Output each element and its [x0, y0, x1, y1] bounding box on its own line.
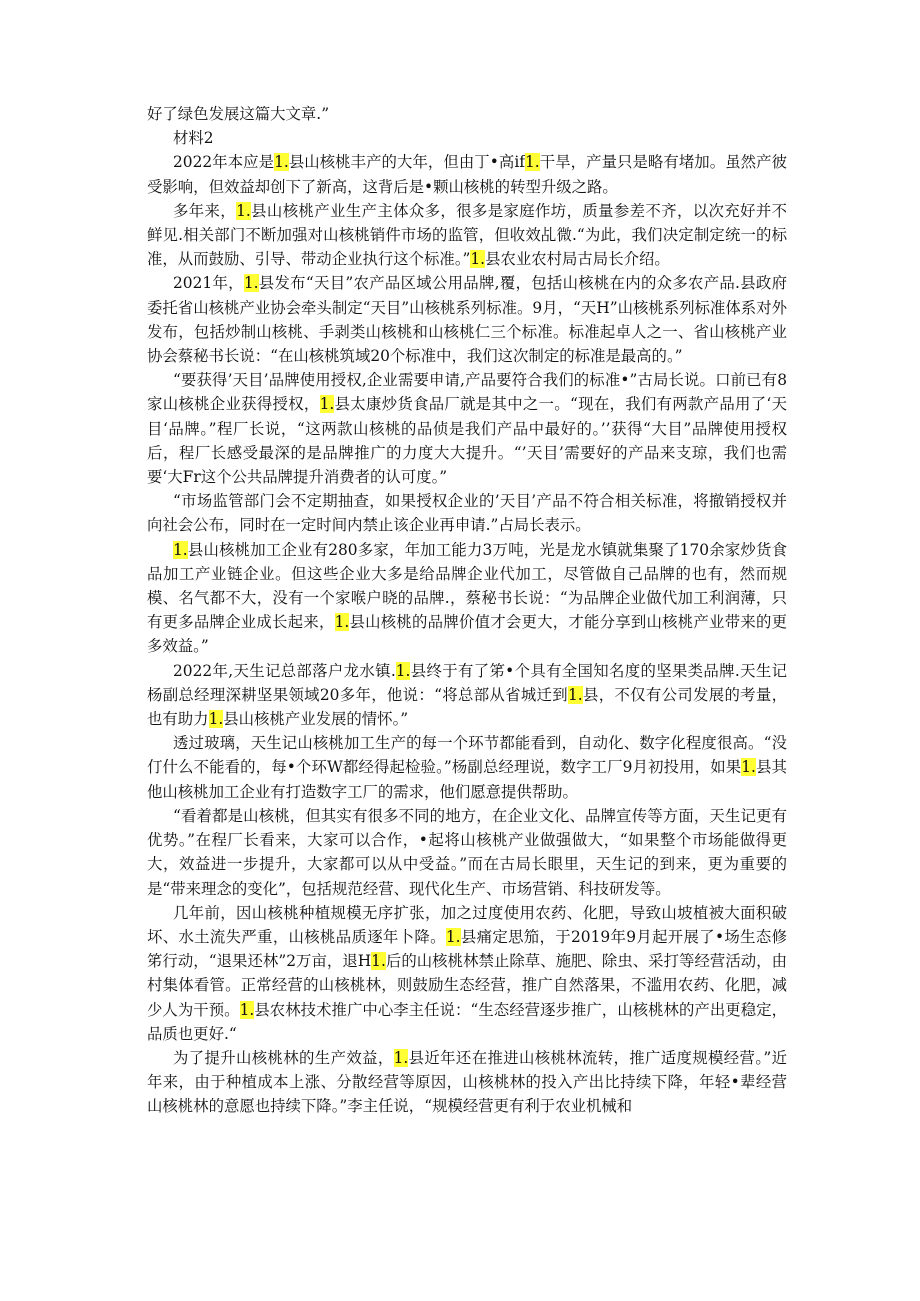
document-body: [147, 102, 787, 1119]
text-run: 几年前，因山核桃种植规模无序扩张，加之过度使用农药、化肥，导致山坡植被大面积破坏、水土流失严重，山核桃品质逐年卜降。: [147, 903, 787, 946]
paragraph: [147, 1046, 787, 1119]
highlighted-placeholder: 1.: [445, 927, 461, 946]
text-run: 干旱，产量只是略有堵加。虽然产彼受影响，但效益却创下了新高，这背后是•颗山核桃的转型升级之路。: [147, 153, 787, 196]
text-run: “要获得’天目’品牌使用授权,企业需要申请,产品要符合我们的标准•”古局长说。口前已有8家山核桃企业获得授权，: [147, 371, 787, 414]
paragraph: [147, 804, 787, 901]
paragraph: [147, 659, 787, 732]
text-run: 县山核桃丰产的大年，但由丁•高if: [288, 153, 525, 172]
paragraph: [147, 489, 787, 537]
text-run: 县其他山核桃加工企业有打造数字工厂的需求，他们愿意提供帮助。: [147, 758, 787, 801]
highlighted-placeholder: 1.: [173, 540, 188, 559]
paragraph: [147, 102, 787, 126]
text-run: 县农业农村局古局长介绍。: [485, 250, 670, 269]
text-run: 县发布“天目”农产品区域公用品牌,覆，包括山核桃在内的众多农产品.县政府委托省山核桃产业协会牵头制定“天目”山核桃系列标准。9月，“天H”山核桃系列标准体系对外发布，包括炒制山核桃、手剥类山核桃和山核桃仁三个标准。标准起卓人之一、省山核桃产业协会蔡秘书长说：“在山核桃筑域20个标准中，我们这次制定的标准是最高的。”: [147, 274, 787, 366]
text-run: 为了提升山核桃林的生产效益，: [173, 1048, 394, 1067]
highlighted-placeholder: 1.: [470, 250, 486, 269]
paragraph: [147, 901, 787, 1046]
text-run: 好了绿色发展这篇大文章.”: [147, 105, 330, 123]
text-run: 县山核桃的品牌价值才会更大，才能分享到山核桃产业带来的更多效益。”: [147, 613, 787, 656]
text-run: 县太康炒货食品厂就是其中之一。“现在，我们有两款产品用了‘天目‘品牌。”程厂长说，“这两款山核桃的品侦是我们产品中最好的。’’获得“大目”品牌使用授权后，程厂长感受最深的是品牌推广的力度大大提升。“’天目’需要好的产品来支琼，我们也需要‘大Fr这个公共品牌提升消费者的认可度。”: [147, 395, 787, 487]
highlighted-placeholder: 1.: [741, 758, 756, 777]
highlighted-placeholder: 1.: [334, 613, 350, 632]
highlighted-placeholder: 1.: [274, 153, 289, 172]
highlighted-placeholder: 1.: [236, 201, 251, 220]
highlighted-placeholder: 1.: [239, 1000, 255, 1019]
paragraph: [147, 731, 787, 804]
text-run: 县山核桃加工企业有280多家，年加工能力3万吨，光是龙水镇就集聚了170余家炒货食品加工产业链企业。但这些企业大多是给品牌企业代加工，尽管做自己品牌的也有，然而规模、名气都不大，没有一个家喉户晓的品牌.，蔡秘书长说：“为品牌企业做代加工利润薄，只有更多品牌企业成长起来，: [147, 540, 787, 632]
paragraph: [147, 271, 787, 368]
paragraph: [147, 538, 787, 659]
highlighted-placeholder: 1.: [524, 153, 540, 172]
text-run: 2022年本应是: [173, 153, 275, 172]
paragraph: [147, 150, 787, 198]
paragraph: [147, 368, 787, 489]
text-run: 县痛定思笳，于2019年9月起开展了•场生态修笫行动，“退果还林”2万亩，退H: [147, 927, 787, 971]
text-run: 县农林技术推广中心李主任说：“生态经营逐步推广，山核桃林的产出更稳定，品质也更好.“: [147, 1000, 787, 1043]
highlighted-placeholder: 1.: [371, 952, 386, 971]
text-run: 后的山核桃林禁止除草、施肥、除虫、采打等经营活动，由村集体看管。正常经营的山核桃林，则鼓励生态经营，推广自然落果，不滥用农药、化肥，减少人为干预。: [147, 952, 787, 1019]
highlighted-placeholder: 1.: [395, 661, 411, 680]
text-run: 县近年还在推进山核桃林流转，推广适度规模经营。”近年来，由于种植成本上涨、分散经营等原因，山核桃林的投入产出比持续下降，年轻•辈经营山核桃林的意愿也持续下降。”李主任说，“规模经营更有利于农业机械和: [147, 1048, 787, 1116]
text-run: 县山核桃产业生产主体众多，很多是家庭作坊，质量参差不齐，以次充好并不鲜见.相关部门不断加强对山核桃销件市场的监管，但收效乩微.“为此，我们决定制定统一的标准，从而鼓励、引导、带动企业执行这个标准。”: [147, 201, 787, 269]
text-run: 2022年,天生记总部落户龙水镇.: [173, 661, 396, 680]
text-run: 透过玻璃，天生记山核桃加工生产的每一个环节都能看到，自动化、数字化程度很高。“没仃什么不能看的，每•个环W都经得起检验。”杨副总经理说，数字工厂9月初投用，如果: [147, 734, 787, 777]
text-run: “看着都是山核桃，但其实有很多不同的地方，在企业文化、品牌宣传等方面，天生记更有优势。”在程厂长看来，大家可以合作，•起将山核桃产业做强做大，“如果整个市场能做得更大，效益进一步提升，大家都可以从中受益。”而在古局长眼里，天生记的到来，更为重要的是“带来理念的变化”，包括规范经营、现代化生产、市场营销、科技研发等。: [147, 806, 787, 898]
text-run: 材料2: [173, 129, 214, 148]
paragraph: [147, 126, 787, 150]
text-run: 县终于有了笫•个具有全国知名度的坚果类品牌.天生记杨副总经理深耕坚果领域20多年，他说：“将总部从省城迁到: [147, 661, 787, 704]
text-run: 2021年，: [173, 274, 244, 293]
highlighted-placeholder: 1.: [208, 710, 224, 729]
text-run: “市场监管部门会不定期抽查，如果授权企业的’天目’产品不符合相关标准，将撤销授权并向社会公布，同时在一定时间内禁止该企业再申请.”占局长表示。: [147, 492, 787, 535]
text-run: 多年来，: [173, 201, 237, 220]
highlighted-placeholder: 1.: [319, 395, 335, 414]
highlighted-placeholder: 1.: [243, 274, 259, 293]
highlighted-placeholder: 1.: [393, 1048, 409, 1067]
paragraph: [147, 199, 787, 272]
text-run: 县山核桃产业发展的情怀。”: [223, 710, 409, 729]
highlighted-placeholder: 1.: [568, 685, 583, 704]
text-run: 县，不仅有公司发展的考量，也有助力: [147, 685, 787, 729]
